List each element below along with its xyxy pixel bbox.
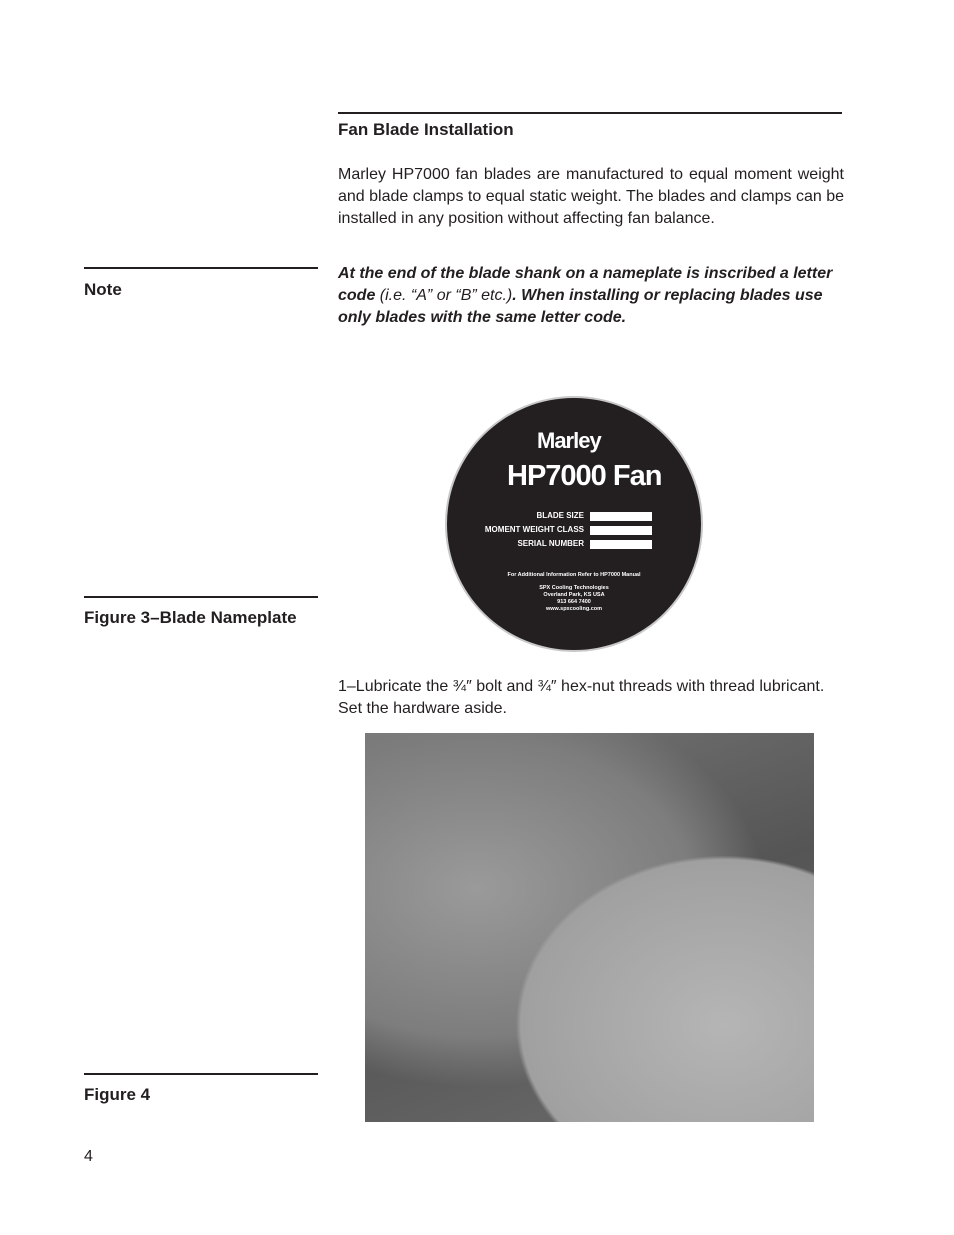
nameplate-phone: 913 664 7400 [557,599,591,605]
nameplate-product: HP7000 Fan [507,460,662,492]
field-label-blade-size: BLADE SIZE [536,511,584,520]
nameplate-website: www.spxcooling.com [545,606,603,612]
figure4-rule [84,1073,318,1075]
note-text-a: At the end of the blade shank on a nameplate is inscribed a letter code [338,265,833,304]
field-blade-size [590,512,652,521]
field-label-serial: SERIAL NUMBER [517,539,584,548]
field-moment-weight [590,526,652,535]
nameplate-info: For Additional Information Refer to HP7000 Manual [507,572,641,578]
note-rule [84,267,318,269]
figure3-caption: Figure 3–Blade Nameplate [84,608,297,627]
nameplate-address [447,585,701,613]
section-title: Fan Blade Installation [338,120,514,139]
figure3-rule [84,596,318,598]
step1-text: 1–Lubricate the ¾″ bolt and ¾″ hex-nut threads with thread lubricant. Set the hardware aside. [338,678,825,717]
figure4-photo [365,733,814,1122]
section-rule [338,112,842,114]
note-text-c: . When installing or replacing blades use only blades with the same letter code. [338,287,823,326]
field-label-moment-weight: MOMENT WEIGHT CLASS [484,525,584,534]
note-text [338,263,844,329]
page-number: 4 [84,1148,93,1165]
note-label: Note [84,280,122,299]
nameplate-brand: Marley [537,428,601,453]
figure4-caption: Figure 4 [84,1085,151,1104]
note-text-b: (i.e. “A” or “B” etc.) [379,287,513,304]
nameplate-location: Overland Park, KS USA [543,592,605,598]
nameplate-company: SPX Cooling Technologies [539,585,609,591]
intro-paragraph: Marley HP7000 fan blades are manufactured to equal moment weight and blade clamps to equal static weight. The blades and clamps can be installed in any position without affecting fan balance. [338,166,844,227]
blade-nameplate [445,396,703,652]
field-serial [590,540,652,549]
